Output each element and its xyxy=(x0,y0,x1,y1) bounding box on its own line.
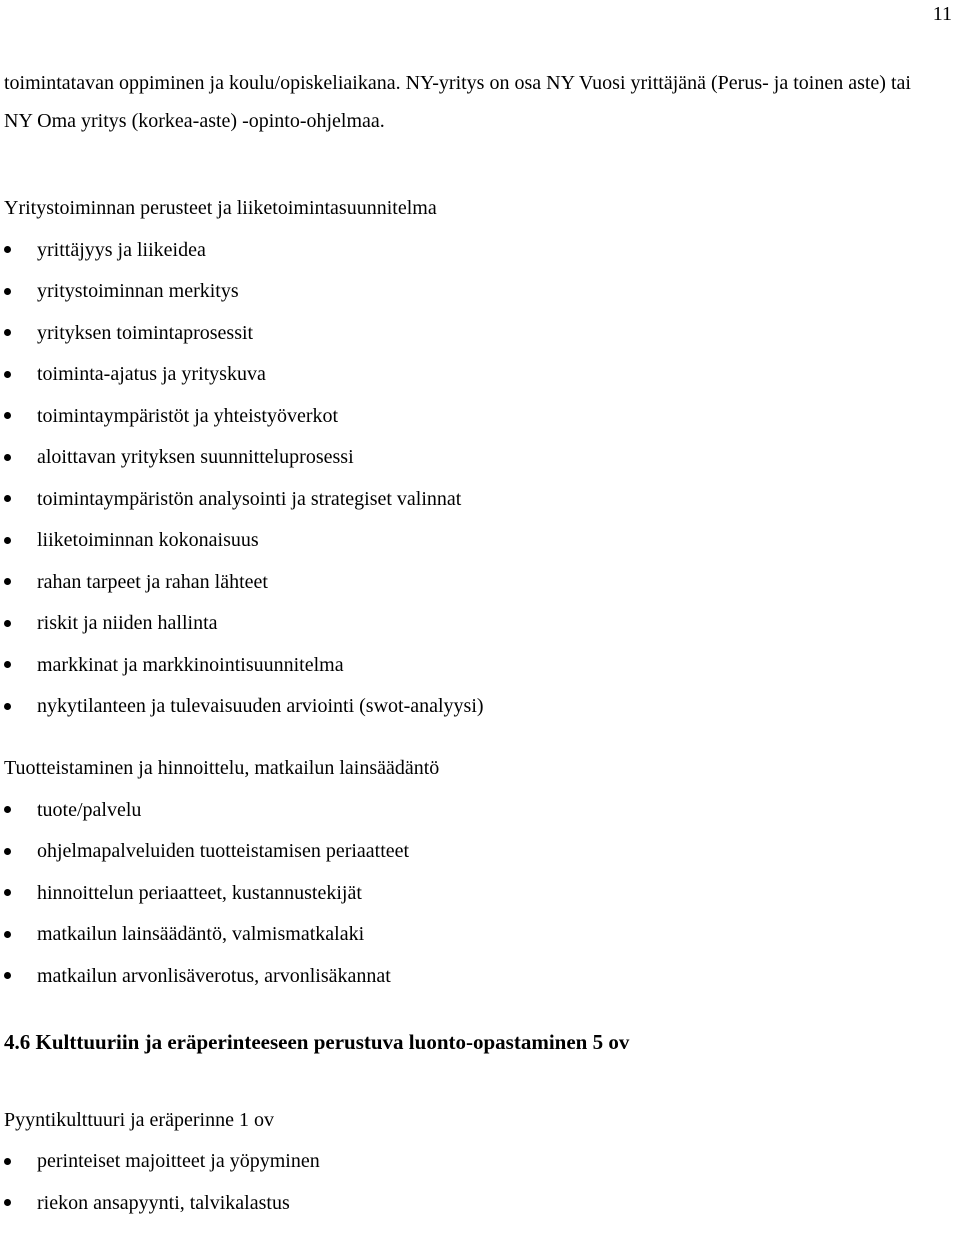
intro-paragraph: toimintatavan oppiminen ja koulu/opiskeliaikana. NY-yritys on osa NY Vuosi yrittäjänä (Perus- ja toinen aste) tai NY Oma yritys (korkea-aste) -opinto-ohjelmaa. xyxy=(4,72,911,132)
list-item xyxy=(4,262,944,304)
bullet-icon xyxy=(4,848,11,855)
bullet-icon xyxy=(4,1199,11,1206)
bullet-icon xyxy=(4,454,11,461)
list-item-text: yritystoiminnan merkitys xyxy=(37,280,239,302)
bullet-icon xyxy=(4,661,11,668)
list-item-text: tuote/palvelu xyxy=(37,798,142,821)
bullet-list-productization xyxy=(4,780,944,988)
bullet-icon xyxy=(4,703,11,710)
list-item-text: aloittavan yrityksen suunnitteluprosessi xyxy=(37,446,354,468)
document-body xyxy=(4,64,944,1215)
list-item-text: perinteiset majoitteet ja yöpyminen xyxy=(37,1150,320,1172)
list-item-text: riekon ansapyynti, talvikalastus xyxy=(37,1191,290,1214)
list-item-text: hinnoittelun periaatteet, kustannustekijät xyxy=(37,881,362,904)
list-item xyxy=(4,511,944,553)
list-item-text: yrityksen toimintaprosessit xyxy=(37,321,254,344)
bullet-list-hunting-culture xyxy=(4,1132,944,1215)
list-item xyxy=(4,946,944,988)
bullet-icon xyxy=(4,329,11,336)
bullet-icon xyxy=(4,578,11,585)
list-item xyxy=(4,780,944,822)
list-item xyxy=(4,1173,944,1215)
bullet-icon xyxy=(4,889,11,896)
page-number: 11 xyxy=(932,3,952,25)
list-item-text: markkinat ja markkinointisuunnitelma xyxy=(37,653,344,676)
bullet-icon xyxy=(4,412,11,419)
chapter-heading: 4.6 Kulttuuriin ja eräperinteeseen perustuva luonto-opastaminen 5 ov xyxy=(4,1029,630,1054)
list-item-text: ohjelmapalveluiden tuotteistamisen periaatteet xyxy=(37,840,410,862)
section-heading-business-basics: Yritystoiminnan perusteet ja liiketoimintasuunnitelma xyxy=(4,197,437,219)
list-item xyxy=(4,635,944,677)
bullet-icon xyxy=(4,806,11,813)
list-item xyxy=(4,1132,944,1174)
list-item xyxy=(4,905,944,947)
bullet-icon xyxy=(4,288,11,295)
list-item-text: matkailun arvonlisäverotus, arvonlisäkannat xyxy=(37,964,391,987)
list-item xyxy=(4,552,944,594)
bullet-icon xyxy=(4,246,11,253)
bullet-icon xyxy=(4,495,11,502)
list-item-text: toiminta-ajatus ja yrityskuva xyxy=(37,363,266,385)
list-item xyxy=(4,220,944,262)
list-item xyxy=(4,386,944,428)
bullet-icon xyxy=(4,620,11,627)
list-item xyxy=(4,863,944,905)
list-item xyxy=(4,345,944,387)
bullet-icon xyxy=(4,931,11,938)
list-item-text: toimintaympäristön analysointi ja strategiset valinnat xyxy=(37,487,462,510)
list-item xyxy=(4,428,944,470)
bullet-icon xyxy=(4,371,11,378)
list-item-text: toimintaympäristöt ja yhteistyöverkot xyxy=(37,404,339,427)
bullet-icon xyxy=(4,972,11,979)
list-item-text: rahan tarpeet ja rahan lähteet xyxy=(37,570,268,593)
list-item xyxy=(4,822,944,864)
list-item xyxy=(4,677,944,719)
list-item xyxy=(4,303,944,345)
section-heading-hunting-culture: Pyyntikulttuuri ja eräperinne 1 ov xyxy=(4,1108,274,1131)
list-item xyxy=(4,469,944,511)
list-item-text: nykytilanteen ja tulevaisuuden arviointi (swot-analyysi) xyxy=(37,695,484,717)
section-heading-productization: Tuotteistaminen ja hinnoittelu, matkailun lainsäädäntö xyxy=(4,757,440,779)
bullet-icon xyxy=(4,537,11,544)
list-item-text: riskit ja niiden hallinta xyxy=(37,612,218,634)
bullet-icon xyxy=(4,1158,11,1165)
list-item-text: liiketoiminnan kokonaisuus xyxy=(37,529,259,551)
bullet-list-business-basics xyxy=(4,220,944,718)
list-item xyxy=(4,594,944,636)
list-item-text: matkailun lainsäädäntö, valmismatkalaki xyxy=(37,923,365,945)
list-item-text: yrittäjyys ja liikeidea xyxy=(37,238,206,261)
